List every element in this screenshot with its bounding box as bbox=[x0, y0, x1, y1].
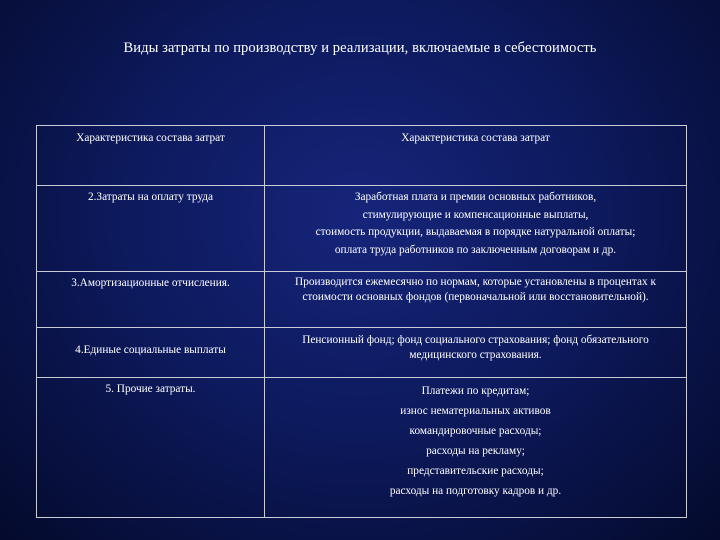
row-value-social-payments bbox=[265, 328, 687, 378]
table-row bbox=[37, 378, 687, 518]
row-label-depreciation: 3.Амортизационные отчисления. bbox=[37, 272, 265, 328]
header-cell-characteristics: Характеристика состава затрат bbox=[265, 126, 687, 186]
value-line: Платежи по кредитам; bbox=[421, 385, 530, 397]
costs-table bbox=[36, 125, 687, 518]
value-line: стоимость продукции, выдаваемая в порядке натуральной оплаты; bbox=[315, 226, 636, 238]
row-value-labor-costs bbox=[265, 186, 687, 272]
value-line: представительские расходы; bbox=[407, 465, 544, 478]
table-row bbox=[37, 186, 687, 272]
value-line: Производится ежемесячно по нормам, которые установлены в процентах к стоимости основных фондов (первоначальной или восстановительной). bbox=[295, 276, 656, 303]
row-label-labor-costs: 2.Затраты на оплату труда bbox=[37, 186, 265, 272]
value-line: оплата труда работников по заключенным договорам и др. bbox=[334, 243, 617, 256]
value-line: износ нематериальных активов bbox=[400, 405, 551, 418]
value-line: командировочные расходы; bbox=[409, 425, 542, 438]
value-line: расходы на подготовку кадров и др. bbox=[389, 485, 562, 498]
slide-title: Виды затраты по производству и реализации, включаемые в себестоимость bbox=[123, 40, 597, 56]
header-cell-composition: Характеристика состава затрат bbox=[37, 126, 265, 186]
value-line: Пенсионный фонд; фонд социального страхования; фонд обязательного медицинского страхования. bbox=[302, 334, 649, 361]
table-row bbox=[37, 328, 687, 378]
row-label-social-payments: 4.Единые социальные выплаты bbox=[37, 328, 265, 378]
value-line: стимулирующие и компенсационные выплаты, bbox=[362, 208, 589, 221]
value-line: расходы на рекламу; bbox=[426, 445, 525, 458]
row-value-other-costs bbox=[265, 378, 687, 518]
row-label-other-costs: 5. Прочие затраты. bbox=[37, 378, 265, 518]
table-row bbox=[37, 272, 687, 328]
row-value-depreciation bbox=[265, 272, 687, 328]
table-header-row bbox=[37, 126, 687, 186]
value-line: Заработная плата и премии основных работников, bbox=[354, 191, 597, 203]
